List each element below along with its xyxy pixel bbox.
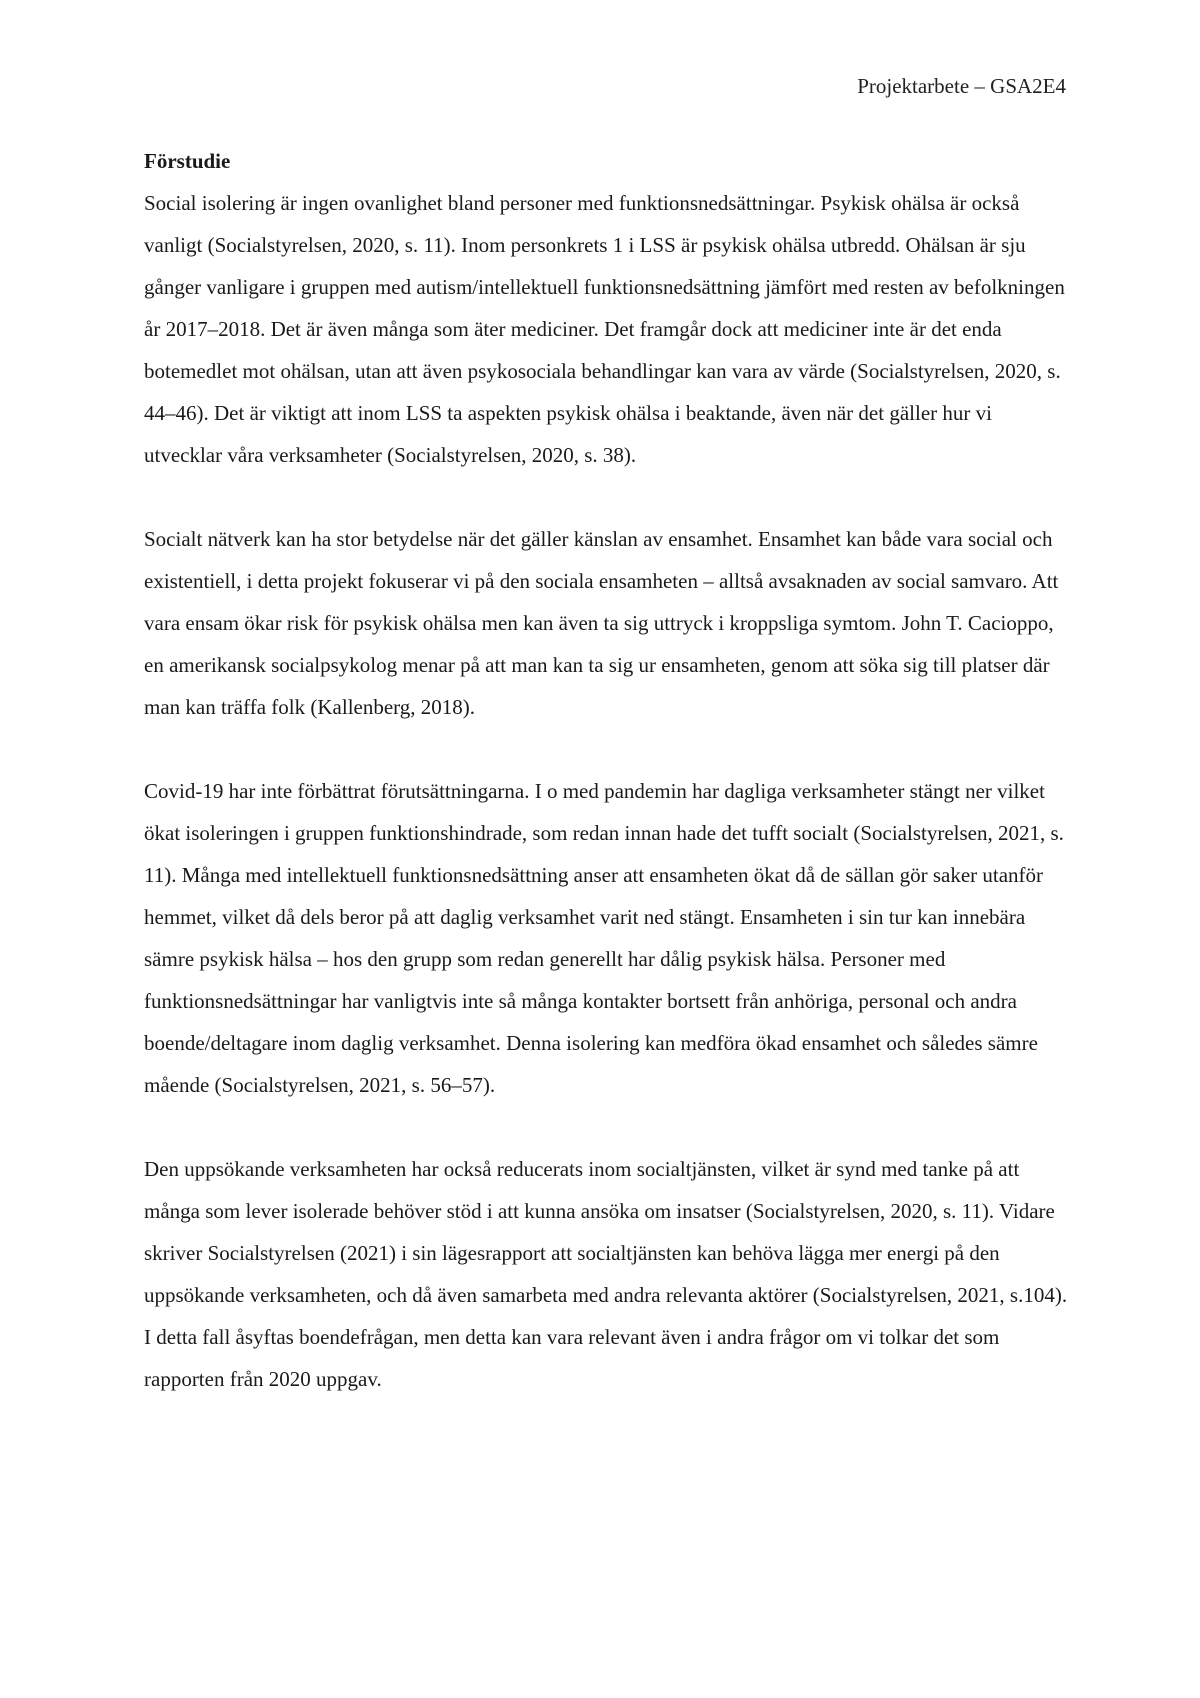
page-header: Projektarbete – GSA2E4: [857, 74, 1066, 98]
paragraph-2: Socialt nätverk kan ha stor betydelse när det gäller känslan av ensamhet. Ensamhet kan både vara social och existentiell, i detta projekt fokuserar vi på den sociala ensamheten – alltså avsaknaden av social samvaro. Att vara ensam ökar risk för psykisk ohälsa men kan även ta sig uttryck i kroppsliga symtom. John T. Cacioppo, en amerikansk socialpsykolog menar på att man kan ta sig ur ensamheten, genom att söka sig till platser där man kan träffa folk (Kallenberg, 2018).: [144, 527, 1059, 719]
paragraph-3: Covid-19 har inte förbättrat förutsättningarna. I o med pandemin har dagliga verksamheter stängt ner vilket ökat isoleringen i gruppen funktionshindrade, som redan innan hade det tufft socialt (Socialstyrelsen, 2021, s. 11). Många med intellektuell funktionsnedsättning anser att ensamheten ökat då de sällan gör saker utanför hemmet, vilket då dels beror på att daglig verksamhet varit ned stängt. Ensamheten i sin tur kan innebära sämre psykisk hälsa – hos den grupp som redan generellt har dålig psykisk hälsa. Personer med funktionsnedsättningar har vanligtvis inte så många kontakter bortsett från anhöriga, personal och andra boende/deltagare inom daglig verksamhet. Denna isolering kan medföra ökad ensamhet och således sämre mående (Socialstyrelsen, 2021, s. 56–57).: [144, 779, 1064, 1097]
paragraph-1: Social isolering är ingen ovanlighet bland personer med funktionsnedsättningar. Psykisk ohälsa är också vanligt (Socialstyrelsen, 2020, s. 11). Inom personkrets 1 i LSS är psykisk ohälsa utbredd. Ohälsan är sju gånger vanligare i gruppen med autism/intellektuell funktionsnedsättning jämfört med resten av befolkningen år 2017–2018. Det är även många som äter mediciner. Det framgår dock att mediciner inte är det enda botemedlet mot ohälsan, utan att även psykosociala behandlingar kan vara av värde (Socialstyrelsen, 2020, s. 44–46). Det är viktigt att inom LSS ta aspekten psykisk ohälsa i beaktande, även när det gäller hur vi utvecklar våra verksamheter (Socialstyrelsen, 2020, s. 38).: [144, 191, 1065, 467]
section-heading: Förstudie: [144, 149, 231, 173]
paragraph-4: Den uppsökande verksamheten har också reducerats inom socialtjänsten, vilket är synd med tanke på att många som lever isolerade behöver stöd i att kunna ansöka om insatser (Socialstyrelsen, 2020, s. 11). Vidare skriver Socialstyrelsen (2021) i sin lägesrapport att socialtjänsten kan behöva lägga mer energi på den uppsökande verksamheten, och då även samarbeta med andra relevanta aktörer (Socialstyrelsen, 2021, s.104). I detta fall åsyftas boendefrågan, men detta kan vara relevant även i andra frågor om vi tolkar det som rapporten från 2020 uppgav.: [144, 1157, 1068, 1391]
document-body: [144, 140, 1068, 1442]
